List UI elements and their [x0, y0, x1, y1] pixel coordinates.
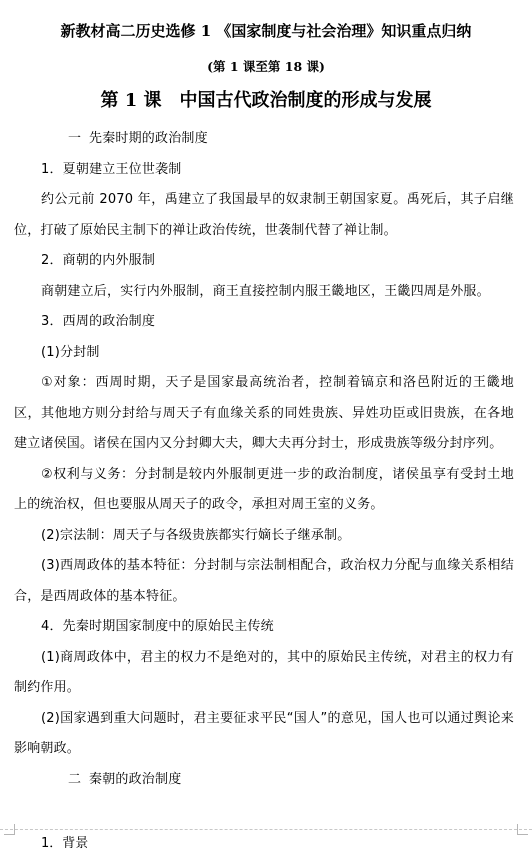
- paragraph-fenfeng-rights: ②权利与义务：分封制是较内外服制更进一步的政治制度，诸侯虽享有受封土地上的统治权，但也要服从周天子的政令，承担对周王室的义务。: [14, 466, 514, 512]
- subheading-shang: 2．商朝的内外服制: [41, 253, 156, 268]
- paragraph-xizhou-features: (3)西周政体的基本特征：分封制与宗法制相配合，政治权力分配与血缘关系相结合，是西周政体的基本特征。: [14, 558, 514, 604]
- paragraph-democracy-1: (1)商周政体中，君主的权力不是绝对的，其中的原始民主传统，对君主的权力有制约作用。: [14, 649, 514, 695]
- section-title: 秦朝的政治制度: [89, 771, 182, 787]
- document-title: 新教材高二历史选修 1 《国家制度与社会治理》知识重点归纳: [60, 22, 472, 40]
- subheading-fenfeng: (1)分封制: [41, 344, 100, 360]
- document-body: [14, 124, 514, 795]
- section-heading-2: [14, 765, 514, 796]
- section-number: 二: [68, 771, 82, 787]
- section-heading-1: [14, 124, 514, 155]
- paragraph-fenfeng-object: ①对象：西周时期，天子是国家最高统治者，控制着镐京和洛邑附近的王畿地区，其他地方则分封给与周天子有血缘关系的同姓贵族、异姓功臣或旧贵族，在各地建立诸侯国。诸侯在国内又分封卿大夫，卿大夫再分封士，形成贵族等级分封序列。: [14, 375, 514, 451]
- paragraph-zongfa: (2)宗法制：周天子与各级贵族都实行嫡长子继承制。: [41, 527, 351, 543]
- subheading-xizhou: 3．西周的政治制度: [41, 314, 156, 329]
- subheading-democracy: 4．先秦时期国家制度中的原始民主传统: [41, 619, 274, 634]
- section-number: 一: [68, 131, 82, 146]
- subheading-xia: 1．夏朝建立王位世袭制: [41, 161, 182, 177]
- paragraph-shang: 商朝建立后，实行内外服制，商王直接控制内服王畿地区，王畿四周是外服。: [41, 283, 490, 299]
- page-corner-mark-right: [517, 824, 528, 835]
- lesson-title: 第 1 课 中国古代政治制度的形成与发展: [100, 90, 432, 111]
- document-subtitle: (第 1 课至第 18 课): [207, 59, 325, 74]
- paragraph-democracy-2: (2)国家遇到重大问题时，君主要征求平民“国人”的意见，国人也可以通过舆论来影响朝政。: [14, 710, 514, 756]
- paragraph-xia: 约公元前 2070 年，禹建立了我国最早的奴隶制王朝国家夏。禹死后，其子启继位，打破了原始民主制下的禅让政治传统，世袭制代替了禅让制。: [14, 192, 514, 238]
- subheading-background: 1．背景: [41, 836, 89, 851]
- section-title: 先秦时期的政治制度: [89, 131, 208, 146]
- page-break-divider: [0, 829, 532, 831]
